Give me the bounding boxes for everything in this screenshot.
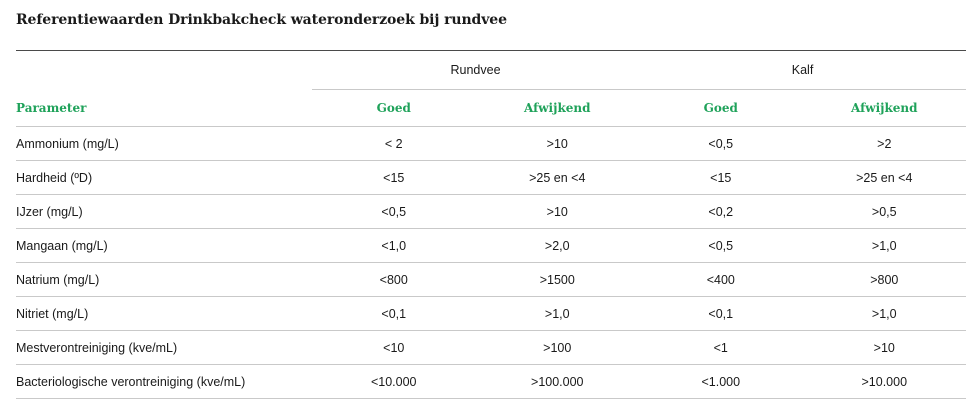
reference-values-table	[16, 50, 966, 399]
cell-rundvee-goed: <800	[312, 263, 476, 297]
cell-kalf-goed: <0,5	[639, 229, 803, 263]
table-row	[16, 297, 966, 331]
cell-parameter: Nitriet (mg/L)	[16, 297, 312, 331]
cell-kalf-afwijkend: >1,0	[803, 229, 967, 263]
table-body	[16, 127, 966, 399]
cell-kalf-afwijkend: >2	[803, 127, 967, 161]
cell-kalf-afwijkend: >0,5	[803, 195, 967, 229]
column-header-rundvee-goed: Goed	[312, 90, 476, 127]
cell-kalf-afwijkend: >10	[803, 331, 967, 365]
cell-kalf-afwijkend: >10.000	[803, 365, 967, 399]
cell-rundvee-afwijkend: >100.000	[476, 365, 640, 399]
column-header-row	[16, 90, 966, 127]
column-header-parameter: Parameter	[16, 90, 312, 127]
cell-parameter: Natrium (mg/L)	[16, 263, 312, 297]
cell-rundvee-afwijkend: >25 en <4	[476, 161, 640, 195]
cell-rundvee-afwijkend: >2,0	[476, 229, 640, 263]
cell-rundvee-goed: <1,0	[312, 229, 476, 263]
cell-rundvee-goed: < 2	[312, 127, 476, 161]
cell-kalf-goed: <400	[639, 263, 803, 297]
table-row	[16, 263, 966, 297]
cell-parameter: Mestverontreiniging (kve/mL)	[16, 331, 312, 365]
cell-rundvee-afwijkend: >100	[476, 331, 640, 365]
group-header-empty	[16, 51, 312, 90]
table-row	[16, 331, 966, 365]
column-header-kalf-afwijkend: Afwijkend	[803, 90, 967, 127]
column-header-rundvee-afwijkend: Afwijkend	[476, 90, 640, 127]
group-header-row	[16, 51, 966, 90]
cell-kalf-goed: <1	[639, 331, 803, 365]
group-label-rundvee: Rundvee	[312, 51, 639, 90]
cell-kalf-afwijkend: >1,0	[803, 297, 967, 331]
cell-rundvee-goed: <10.000	[312, 365, 476, 399]
cell-kalf-goed: <0,1	[639, 297, 803, 331]
cell-rundvee-goed: <10	[312, 331, 476, 365]
cell-rundvee-afwijkend: >1500	[476, 263, 640, 297]
table-row	[16, 161, 966, 195]
cell-parameter: Bacteriologische verontreiniging (kve/mL)	[16, 365, 312, 399]
cell-kalf-goed: <0,5	[639, 127, 803, 161]
cell-parameter: IJzer (mg/L)	[16, 195, 312, 229]
table-row	[16, 127, 966, 161]
cell-kalf-goed: <1.000	[639, 365, 803, 399]
cell-parameter: Mangaan (mg/L)	[16, 229, 312, 263]
cell-parameter: Ammonium (mg/L)	[16, 127, 312, 161]
cell-parameter: Hardheid (ºD)	[16, 161, 312, 195]
cell-kalf-afwijkend: >800	[803, 263, 967, 297]
cell-rundvee-afwijkend: >10	[476, 195, 640, 229]
table-row	[16, 195, 966, 229]
cell-rundvee-afwijkend: >10	[476, 127, 640, 161]
cell-rundvee-goed: <0,1	[312, 297, 476, 331]
cell-rundvee-goed: <15	[312, 161, 476, 195]
cell-rundvee-goed: <0,5	[312, 195, 476, 229]
table-row	[16, 229, 966, 263]
cell-kalf-goed: <0,2	[639, 195, 803, 229]
table-row	[16, 365, 966, 399]
cell-kalf-goed: <15	[639, 161, 803, 195]
group-label-kalf: Kalf	[639, 51, 966, 90]
column-header-kalf-goed: Goed	[639, 90, 803, 127]
cell-kalf-afwijkend: >25 en <4	[803, 161, 967, 195]
page-title: Referentiewaarden Drinkbakcheck wateronderzoek bij rundvee	[16, 12, 507, 28]
cell-rundvee-afwijkend: >1,0	[476, 297, 640, 331]
